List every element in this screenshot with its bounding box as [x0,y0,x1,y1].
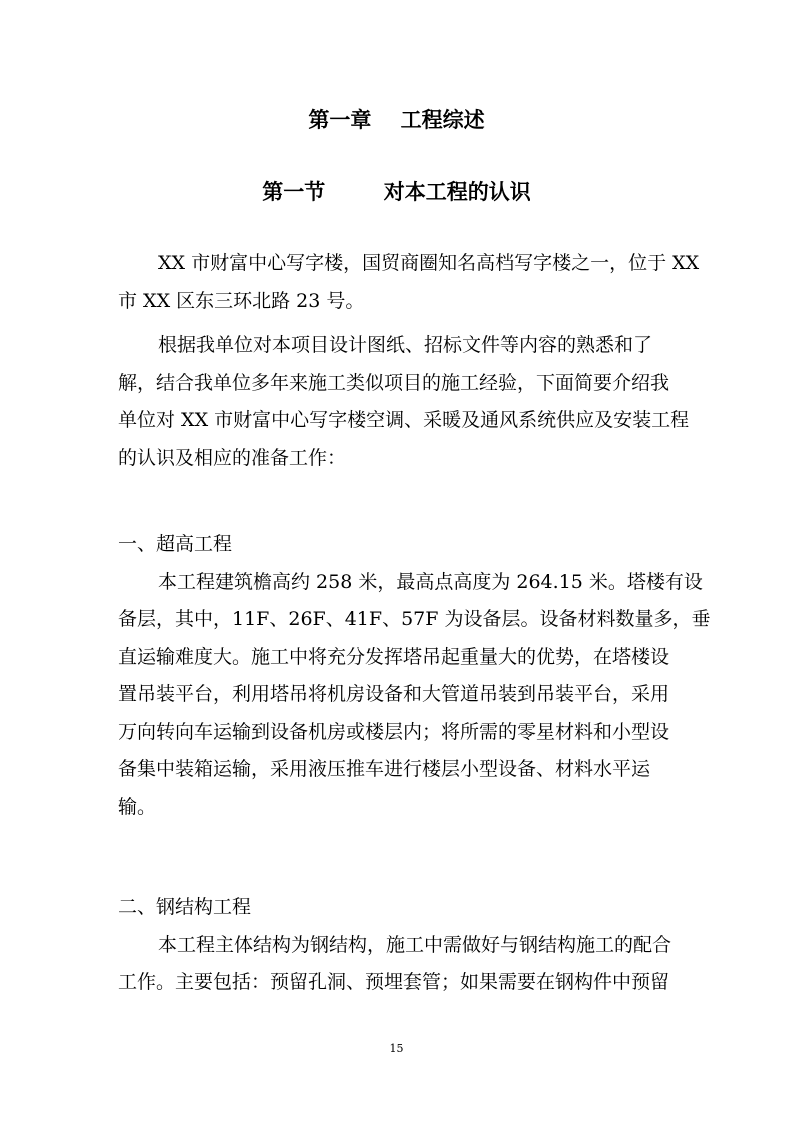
paragraph-line: 万向转向车运输到设备机房或楼层内；将所需的零星材料和小型设 [118,720,670,743]
section-title: 第一节 对本工程的认识 [262,179,531,204]
chapter-title: 第一章 工程综述 [308,107,485,132]
paragraph-line: 直运输难度大。施工中将充分发挥塔吊起重量大的优势，在塔楼设 [118,645,670,668]
section-super-high [118,526,711,826]
paragraph-line: 单位对 XX 市财富中心写字楼空调、采暖及通风系统供应及安装工程 [118,409,690,431]
paragraph-line: 根据我单位对本项目设计图纸、招标文件等内容的熟悉和了 [158,334,653,356]
paragraph-line: 备层，其中，11F、26F、41F、57F 为设备层。设备材料数量多，垂 [118,608,711,630]
paragraph-line: 本工程主体结构为钢结构，施工中需做好与钢结构施工的配合 [158,933,672,956]
paragraph-line: 市 XX 区东三环北路 23 号。 [118,289,365,312]
paragraph-line: 本工程建筑檐高约 258 米，最高点高度为 264.15 米。塔楼有设 [158,570,703,593]
paragraph-line: 解，结合我单位多年来施工类似项目的施工经验，下面简要介绍我 [118,371,670,394]
paragraph-line: 工作。主要包括：预留孔洞、预埋套管；如果需要在钢构件中预留 [118,971,670,993]
paragraph-line: 置吊装平台，利用塔吊将机房设备和大管道吊装到吊装平台，采用 [118,683,670,705]
section-heading: 一、超高工程 [118,533,233,555]
paragraph-line: XX 市财富中心写字楼，国贸商圈知名高档写字楼之一，位于 XX [158,252,700,274]
intro-paragraph-2 [118,327,690,477]
paragraph-line: 的认识及相应的准备工作： [118,446,347,469]
intro-paragraph-1 [118,245,700,320]
page-number: 15 [389,1042,404,1055]
paragraph-line: 输。 [118,795,157,818]
paragraph-line: 备集中装箱运输，采用液压推车进行楼层小型设备、材料水平运 [118,758,651,780]
section-steel-structure [118,889,678,1002]
section-heading: 二、钢结构工程 [118,896,252,918]
